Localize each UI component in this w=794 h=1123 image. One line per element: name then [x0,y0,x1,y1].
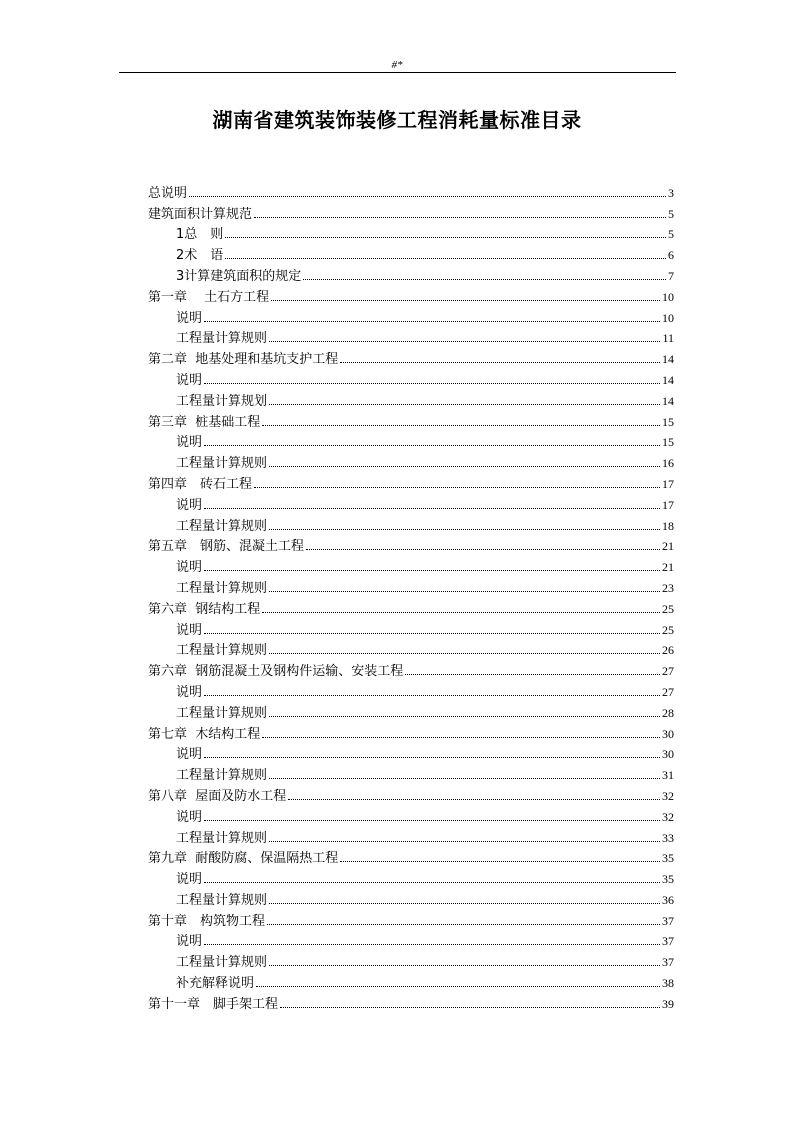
toc-entry-page-number: 14 [662,372,674,387]
toc-entry[interactable] [148,305,674,326]
toc-entry-label: 第十一章 脚手架工程 [148,996,279,1012]
toc-entry-page-number: 32 [662,809,674,824]
toc-entry-label: 补充解释说明 [176,976,255,992]
toc-entry-page-number: 39 [662,996,674,1011]
toc-entry-page-number: 27 [662,664,674,679]
toc-entry-label: 总说明 [148,185,188,201]
toc-leader-dots [204,882,660,883]
toc-entry-page-number: 6 [668,248,674,263]
toc-entry-label: 工程量计算规则 [176,580,268,596]
toc-entry-page-number: 18 [662,518,674,533]
toc-entry[interactable] [148,242,674,263]
toc-entry[interactable] [148,762,674,783]
toc-entry-label: 工程量计算规则 [176,892,268,908]
toc-leader-dots [225,258,666,259]
toc-entry-label: 说明 [176,622,203,638]
toc-entry-page-number: 26 [662,643,674,658]
header-divider [119,72,676,73]
toc-entry-page-number: 37 [662,934,674,949]
toc-entry[interactable] [148,908,674,929]
toc-entry-label: 3计算建筑面积的规定 [176,268,302,284]
toc-entry-page-number: 37 [662,913,674,928]
toc-entry[interactable] [148,409,674,430]
toc-leader-dots [269,466,660,467]
toc-entry[interactable] [148,617,674,638]
toc-leader-dots [262,612,660,613]
toc-entry-label: 1总 则 [176,227,224,243]
toc-leader-dots [254,217,666,218]
toc-entry[interactable] [148,991,674,1012]
toc-leader-dots [271,300,660,301]
toc-entry-page-number: 14 [662,352,674,367]
table-of-contents [148,180,674,1012]
toc-entry[interactable] [148,742,674,763]
toc-leader-dots [269,653,660,654]
toc-entry-label: 第一章 土石方工程 [148,289,270,305]
toc-entry-label: 工程量计算规则 [176,643,268,659]
toc-entry-label: 第七章 木结构工程 [148,726,261,742]
toc-entry-page-number: 5 [668,227,674,242]
toc-entry-page-number: 30 [662,726,674,741]
toc-entry[interactable] [148,388,674,409]
toc-leader-dots [340,362,660,363]
toc-leader-dots [254,487,660,488]
toc-entry-page-number: 32 [662,788,674,803]
toc-entry-page-number: 37 [662,955,674,970]
toc-entry[interactable] [148,929,674,950]
toc-leader-dots [225,237,666,238]
toc-entry-label: 说明 [176,560,203,576]
toc-entry-page-number: 5 [668,206,674,221]
toc-entry[interactable] [148,450,674,471]
toc-entry-label: 2术 语 [176,248,224,264]
toc-entry-label: 工程量计算规则 [176,331,268,347]
toc-entry-label: 说明 [176,497,203,513]
toc-entry-page-number: 15 [662,414,674,429]
toc-entry-page-number: 31 [662,768,674,783]
toc-entry[interactable] [148,575,674,596]
toc-entry-label: 第二章 地基处理和基坑支护工程 [148,352,339,368]
document-title: 湖南省建筑装饰装修工程消耗量标准目录 [212,108,582,132]
toc-entry-label: 说明 [176,435,203,451]
toc-entry-page-number: 21 [662,560,674,575]
toc-leader-dots [269,529,660,530]
toc-entry[interactable] [148,783,674,804]
toc-entry[interactable] [148,970,674,991]
toc-leader-dots [269,841,660,842]
toc-leader-dots [262,425,660,426]
toc-leader-dots [269,341,660,342]
toc-entry[interactable] [148,534,674,555]
toc-entry-page-number: 27 [662,684,674,699]
toc-entry-label: 第六章 钢结构工程 [148,601,261,617]
toc-entry[interactable] [148,222,674,243]
toc-leader-dots [269,778,660,779]
toc-entry[interactable] [148,721,674,742]
toc-entry-page-number: 35 [662,851,674,866]
toc-entry-label: 第五章 钢筋、混凝土工程 [148,539,305,555]
toc-entry-label: 说明 [176,747,203,763]
toc-entry-page-number: 33 [662,830,674,845]
toc-entry[interactable] [148,263,674,284]
toc-entry-page-number: 21 [662,539,674,554]
toc-leader-dots [204,445,660,446]
toc-entry[interactable] [148,284,674,305]
toc-entry-page-number: 23 [662,580,674,595]
toc-leader-dots [204,695,660,696]
toc-entry-label: 第八章 屋面及防水工程 [148,788,287,804]
toc-entry[interactable] [148,949,674,970]
toc-entry-label: 说明 [176,872,203,888]
toc-entry-page-number: 3 [668,185,674,200]
toc-entry[interactable] [148,201,674,222]
toc-entry-page-number: 7 [668,268,674,283]
toc-entry-label: 第三章 桩基础工程 [148,414,261,430]
toc-leader-dots [269,965,660,966]
toc-leader-dots [269,716,660,717]
toc-entry-label: 工程量计算规则 [176,768,268,784]
toc-entry-page-number: 11 [662,331,674,346]
toc-leader-dots [256,986,660,987]
toc-entry-page-number: 25 [662,601,674,616]
toc-entry[interactable] [148,367,674,388]
toc-leader-dots [306,549,660,550]
toc-entry-label: 第九章 耐酸防腐、保温隔热工程 [148,851,339,867]
toc-entry[interactable] [148,638,674,659]
toc-entry[interactable] [148,326,674,347]
toc-entry-label: 工程量计算规则 [176,705,268,721]
toc-entry[interactable] [148,866,674,887]
toc-entry-page-number: 25 [662,622,674,637]
toc-entry-page-number: 15 [662,435,674,450]
toc-entry-page-number: 10 [662,310,674,325]
toc-entry-label: 说明 [176,684,203,700]
toc-entry-label: 工程量计算规则 [176,456,268,472]
toc-leader-dots [189,196,666,197]
toc-entry[interactable] [148,846,674,867]
toc-leader-dots [340,861,660,862]
page-header-mark: #* [391,59,403,71]
toc-entry-label: 工程量计算规划 [176,393,268,409]
toc-entry[interactable] [148,180,674,201]
toc-entry-page-number: 36 [662,892,674,907]
toc-entry[interactable] [148,346,674,367]
toc-entry-page-number: 14 [662,393,674,408]
toc-leader-dots [204,508,660,509]
toc-leader-dots [288,799,660,800]
toc-leader-dots [204,944,660,945]
toc-leader-dots [269,404,660,405]
toc-entry[interactable] [148,825,674,846]
toc-leader-dots [405,674,660,675]
toc-entry-label: 第六章 钢筋混凝土及钢构件运输、安装工程 [148,664,404,680]
toc-entry-label: 说明 [176,809,203,825]
toc-leader-dots [204,570,660,571]
toc-entry-label: 说明 [176,934,203,950]
toc-entry[interactable] [148,679,674,700]
toc-entry-page-number: 28 [662,705,674,720]
toc-entry-page-number: 10 [662,289,674,304]
toc-entry-label: 第四章 砖石工程 [148,476,253,492]
toc-leader-dots [269,591,660,592]
toc-entry[interactable] [148,513,674,534]
toc-entry-label: 建筑面积计算规范 [148,206,253,222]
toc-entry-page-number: 17 [662,497,674,512]
toc-leader-dots [269,903,660,904]
toc-leader-dots [204,383,660,384]
toc-entry[interactable] [148,596,674,617]
toc-entry[interactable] [148,492,674,513]
toc-entry-page-number: 35 [662,872,674,887]
toc-entry-page-number: 17 [662,476,674,491]
toc-entry-page-number: 30 [662,747,674,762]
toc-leader-dots [262,737,660,738]
toc-entry-page-number: 16 [662,456,674,471]
toc-entry[interactable] [148,700,674,721]
toc-leader-dots [204,757,660,758]
toc-entry[interactable] [148,887,674,908]
toc-entry[interactable] [148,430,674,451]
toc-entry[interactable] [148,471,674,492]
toc-entry-page-number: 38 [662,976,674,991]
toc-leader-dots [280,1007,660,1008]
toc-entry-label: 说明 [176,310,203,326]
toc-entry-label: 工程量计算规则 [176,830,268,846]
toc-entry-label: 工程量计算规则 [176,518,268,534]
toc-entry[interactable] [148,804,674,825]
toc-entry[interactable] [148,658,674,679]
toc-entry-label: 说明 [176,372,203,388]
toc-leader-dots [204,321,660,322]
toc-leader-dots [204,633,660,634]
toc-entry-label: 第十章 构筑物工程 [148,913,266,929]
toc-leader-dots [267,924,660,925]
toc-entry-label: 工程量计算规则 [176,955,268,971]
toc-leader-dots [303,279,666,280]
toc-entry[interactable] [148,554,674,575]
toc-leader-dots [204,820,660,821]
